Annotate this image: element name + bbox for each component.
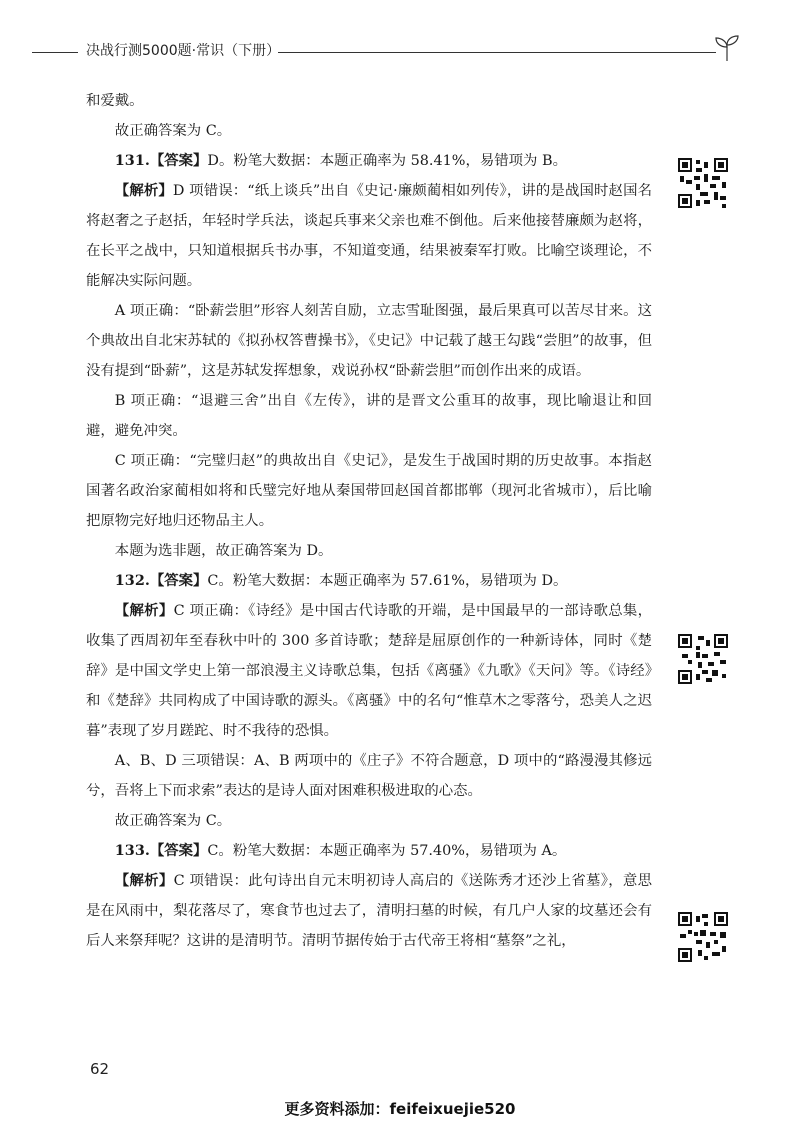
q132-conclusion: 故正确答案为 C。 — [114, 813, 232, 829]
analysis-text: D 项错误：“纸上谈兵”出自《史记·廉颇蔺相如列传》，讲的是战国时赵国名将赵奢之子赵括，年轻时学兵法，谈起兵事来父亲也难不倒他。后来他接替廉颇为赵将，在长平之战中，只知道根据兵书办事，不知道变通，结果被秦军打败。比喻空谈理论，不能解决实际问题。 — [86, 183, 652, 289]
q131-conclusion: 本题为选非题，故正确答案为 D。 — [114, 543, 333, 559]
qr-code-icon[interactable] — [678, 912, 728, 962]
header-rule-left — [32, 52, 78, 53]
running-header — [0, 38, 800, 62]
qr-code-icon[interactable] — [678, 634, 728, 684]
answer-label: 131.【答案】 — [114, 152, 208, 169]
answer-text: C。粉笔大数据：本题正确率为 57.61%，易错项为 D。 — [207, 573, 568, 589]
paragraph-continuation: 和爱戴。 — [86, 93, 144, 109]
q132-answer — [86, 566, 652, 596]
answer-label: 132.【答案】 — [114, 572, 208, 589]
q132-analysis — [86, 596, 652, 746]
analysis-label: 【解析】 — [114, 872, 174, 889]
q133-answer — [86, 836, 652, 866]
analysis-text: C 项正确：《诗经》是中国古代诗歌的开端，是中国最早的一部诗歌总集，收集了西周初年至春秋中叶的 300 多首诗歌；楚辞是屈原创作的一种新诗体，同时《楚辞》是中国文学史上第一部浪漫主义诗歌总集，包括《离骚》《九歌》《天问》等。《诗经》和《楚辞》共同构成了中国诗歌的源头。《离骚》中的名句“惟草木之零落兮，恐美人之迟暮”表现了岁月蹉跎、时不我待的恐惧。 — [86, 603, 652, 739]
book-title: 决战行测5000题·常识（下册） — [86, 43, 281, 59]
page-number: 62 — [90, 1060, 110, 1078]
q133-analysis — [86, 866, 652, 956]
analysis-text: C 项错误：此句诗出自元末明初诗人高启的《送陈秀才还沙上省墓》，意思是在风雨中，梨花落尽了，寒食节也过去了，清明扫墓的时候，有几户人家的坟墓还会有后人来祭拜呢？这讲的是清明节。清明节据传始于古代帝王将相“墓祭”之礼， — [86, 873, 652, 949]
q131-analysis — [86, 176, 652, 296]
qr-code-icon[interactable] — [678, 158, 728, 208]
sprout-icon — [712, 34, 742, 62]
answer-text: D。粉笔大数据：本题正确率为 58.41%，易错项为 B。 — [207, 153, 567, 169]
page-body — [86, 86, 652, 956]
analysis-label: 【解析】 — [114, 602, 174, 619]
header-rule-right — [278, 52, 716, 53]
q131-option-c: C 项正确：“完璧归赵”的典故出自《史记》，是发生于战国时期的历史故事。本指赵国著名政治家蔺相如将和氏璧完好地从秦国带回赵国首都邯郸（现河北省城市），后比喻把原物完好地归还物品主人。 — [86, 453, 652, 529]
answer-text: C。粉笔大数据：本题正确率为 57.40%，易错项为 A。 — [207, 843, 567, 859]
paragraph-answer-130-conclusion: 故正确答案为 C。 — [114, 123, 232, 139]
answer-label: 133.【答案】 — [114, 842, 208, 859]
q131-answer — [86, 146, 652, 176]
q132-options-abd: A、B、D 三项错误：A、B 两项中的《庄子》不符合题意，D 项中的“路漫漫其修远兮，吾将上下而求索”表达的是诗人面对困难积极进取的心态。 — [86, 753, 652, 799]
footer-note: 更多资料添加：feifeixuejie520 — [284, 1100, 516, 1118]
q131-option-a: A 项正确：“卧薪尝胆”形容人刻苦自励，立志雪耻图强，最后果真可以苦尽甘来。这个典故出自北宋苏轼的《拟孙权答曹操书》，《史记》中记载了越王勾践“尝胆”的故事，但没有提到“卧薪”，这是苏轼发挥想象，戏说孙权“卧薪尝胆”而创作出来的成语。 — [86, 303, 652, 379]
analysis-label: 【解析】 — [114, 182, 173, 199]
q131-option-b: B 项正确：“退避三舍”出自《左传》，讲的是晋文公重耳的故事，现比喻退让和回避，避免冲突。 — [86, 393, 652, 439]
